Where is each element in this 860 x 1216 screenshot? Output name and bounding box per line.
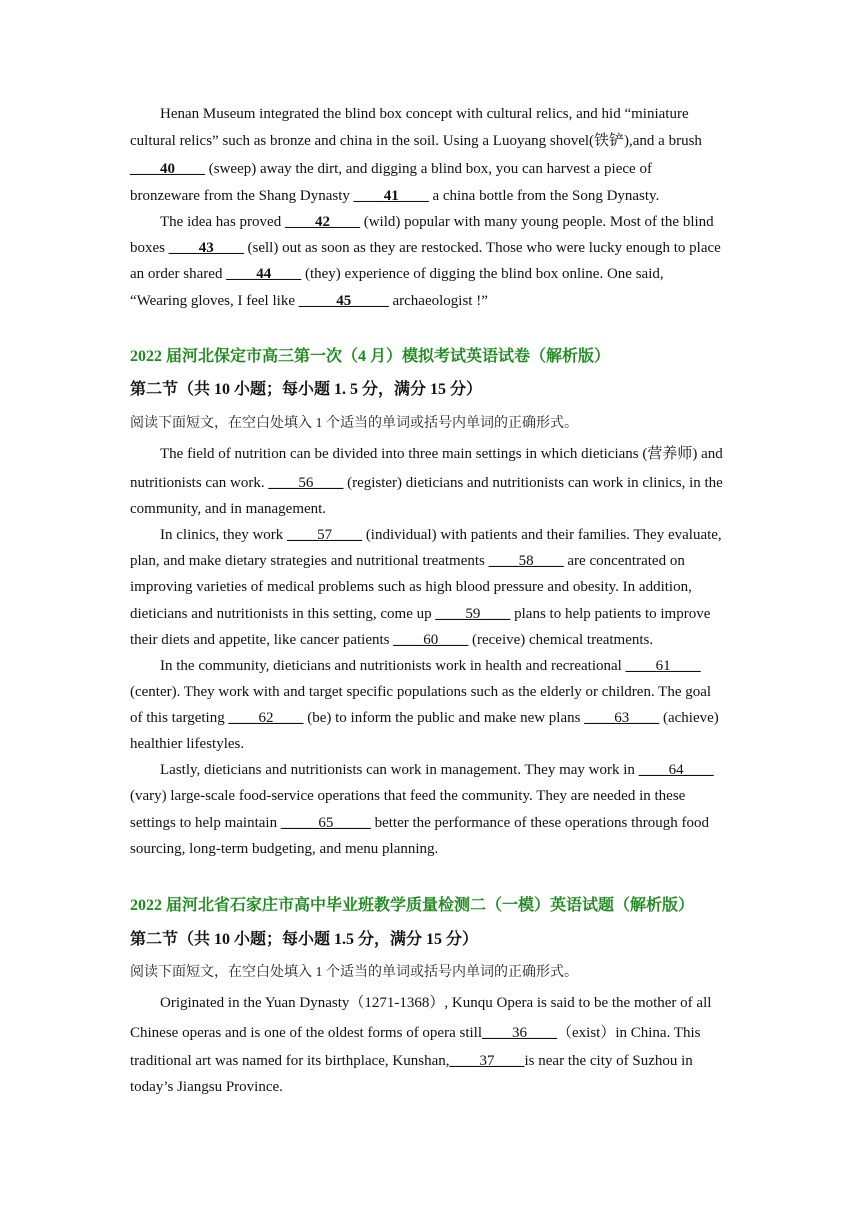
text-segment: (sell) out as soon as they are restocked. Those who were lucky enough to place <box>243 240 721 256</box>
text-line <box>130 1024 701 1042</box>
text-line <box>130 552 685 570</box>
blank-60: ____60____ <box>393 632 469 648</box>
text-line <box>130 160 652 178</box>
blank-41: ____41____ <box>353 188 429 204</box>
text-segment: Lastly, dieticians and nutritionists can work in management. They may work in <box>160 762 639 778</box>
text-line: today’s Jiangsu Province. <box>130 1079 283 1095</box>
blank-59: ____59____ <box>435 606 511 622</box>
text-line: Henan Museum integrated the blind box concept with cultural relics, and hid “miniature <box>160 106 689 122</box>
text-line <box>130 605 710 623</box>
text-line: (center). They work with and target specific populations such as the elderly or children. The goal <box>130 684 712 700</box>
text-segment: “Wearing gloves, I feel like <box>130 293 299 309</box>
blank-63: ____63____ <box>584 710 660 726</box>
text-segment: plan, and make dietary strategies and nutritional treatments <box>130 553 489 569</box>
text-segment: plans to help patients to improve <box>510 606 711 622</box>
text-line: community, and in management. <box>130 501 327 517</box>
instruction: 阅读下面短文，在空白处填入 1 个适当的单词或括号内单词的正确形式。 <box>130 965 578 980</box>
text-segment: (wild) popular with many young people. Most of the blind <box>359 214 714 230</box>
text-line <box>130 239 721 257</box>
text-segment: traditional art was named for its birthplace, Kunshan, <box>130 1053 450 1069</box>
text-segment: （exist）in China. This <box>557 1025 701 1041</box>
text-segment: (sweep) away the dirt, and digging a blind box, you can harvest a piece of <box>205 161 652 177</box>
text-segment: is near the city of Suzhou in <box>524 1053 693 1069</box>
section-title: 2022 届河北省石家庄市高中毕业班教学质量检测二（一模）英语试题（解析版） <box>130 897 695 914</box>
text-line: cultural relics” such as bronze and china in the soil. Using a Luoyang shovel(铁铲),and a brush <box>130 133 702 149</box>
blank-62: ____62____ <box>228 710 304 726</box>
text-line <box>130 265 664 283</box>
blank-65: _____65_____ <box>280 815 371 831</box>
text-line <box>130 187 659 205</box>
text-segment: In the community, dieticians and nutritionists work in health and recreational <box>160 658 626 674</box>
text-segment: archaeologist !” <box>388 293 488 309</box>
text-segment: their diets and appetite, like cancer patients <box>130 632 394 648</box>
blank-43: ____43____ <box>168 240 244 256</box>
text-segment: better the performance of these operations through food <box>370 815 710 831</box>
section-header: 第二节（共 10 小题；每小题 1.5 分，满分 15 分） <box>130 931 479 948</box>
text-segment: (achieve) <box>659 710 719 726</box>
text-line: Originated in the Yuan Dynasty（1271-1368）, Kunqu Opera is said to be the mother of all <box>160 995 712 1011</box>
text-segment: a china bottle from the Song Dynasty. <box>428 188 660 204</box>
blank-58: ____58____ <box>488 553 564 569</box>
text-line <box>160 657 701 675</box>
text-line <box>160 761 714 779</box>
text-line: improving varieties of medical problems such as high blood pressure and obesity. In addition, <box>130 579 692 595</box>
text-line: sourcing, long-term budgeting, and menu planning. <box>130 841 439 857</box>
text-segment: an order shared <box>130 266 227 282</box>
text-segment: (receive) chemical treatments. <box>468 632 654 648</box>
text-line <box>130 631 653 649</box>
text-segment: of this targeting <box>130 710 229 726</box>
text-line <box>130 709 719 727</box>
text-line <box>130 292 488 310</box>
text-segment: are concentrated on <box>563 553 685 569</box>
blank-44: ____44____ <box>226 266 302 282</box>
blank-37: ____37____ <box>449 1053 525 1069</box>
text-segment: boxes <box>130 240 169 256</box>
text-line <box>130 1052 693 1070</box>
instruction: 阅读下面短文，在空白处填入 1 个适当的单词或括号内单词的正确形式。 <box>130 416 578 431</box>
text-segment: nutritionists can work. <box>130 475 269 491</box>
text-segment: (they) experience of digging the blind box online. One said, <box>301 266 664 282</box>
blank-57: ____57____ <box>287 527 363 543</box>
text-segment: (register) dieticians and nutritionists can work in clinics, in the <box>343 475 723 491</box>
text-line: The field of nutrition can be divided into three main settings in which dieticians (营养师) and <box>160 446 723 462</box>
blank-36: ____36____ <box>482 1025 558 1041</box>
blank-56: ____56____ <box>268 475 344 491</box>
text-segment: (individual) with patients and their families. They evaluate, <box>362 527 722 543</box>
text-segment: The idea has proved <box>160 214 285 230</box>
section-title: 2022 届河北保定市高三第一次（4 月）模拟考试英语试卷（解析版） <box>130 348 611 365</box>
section-header: 第二节（共 10 小题；每小题 1. 5 分，满分 15 分） <box>130 381 483 398</box>
text-segment: In clinics, they work <box>160 527 288 543</box>
text-line <box>130 814 709 832</box>
text-line <box>160 526 722 544</box>
text-segment: settings to help maintain <box>130 815 281 831</box>
blank-61: ____61____ <box>625 658 701 674</box>
blank-42: ____42____ <box>284 214 360 230</box>
text-segment: (be) to inform the public and make new plans <box>303 710 585 726</box>
text-line <box>160 213 714 231</box>
text-line: (vary) large-scale food-service operations that feed the community. They are needed in these <box>130 788 686 804</box>
text-line: healthier lifestyles. <box>130 736 245 752</box>
text-segment: bronzeware from the Shang Dynasty <box>130 188 354 204</box>
text-line <box>130 474 723 492</box>
blank-64: ____64____ <box>638 762 714 778</box>
text-segment: Chinese operas and is one of the oldest forms of opera still <box>130 1025 483 1041</box>
blank-45: _____45_____ <box>298 293 389 309</box>
blank-40: ____40____ <box>130 161 205 177</box>
text-segment: dieticians and nutritionists in this setting, come up <box>130 606 436 622</box>
